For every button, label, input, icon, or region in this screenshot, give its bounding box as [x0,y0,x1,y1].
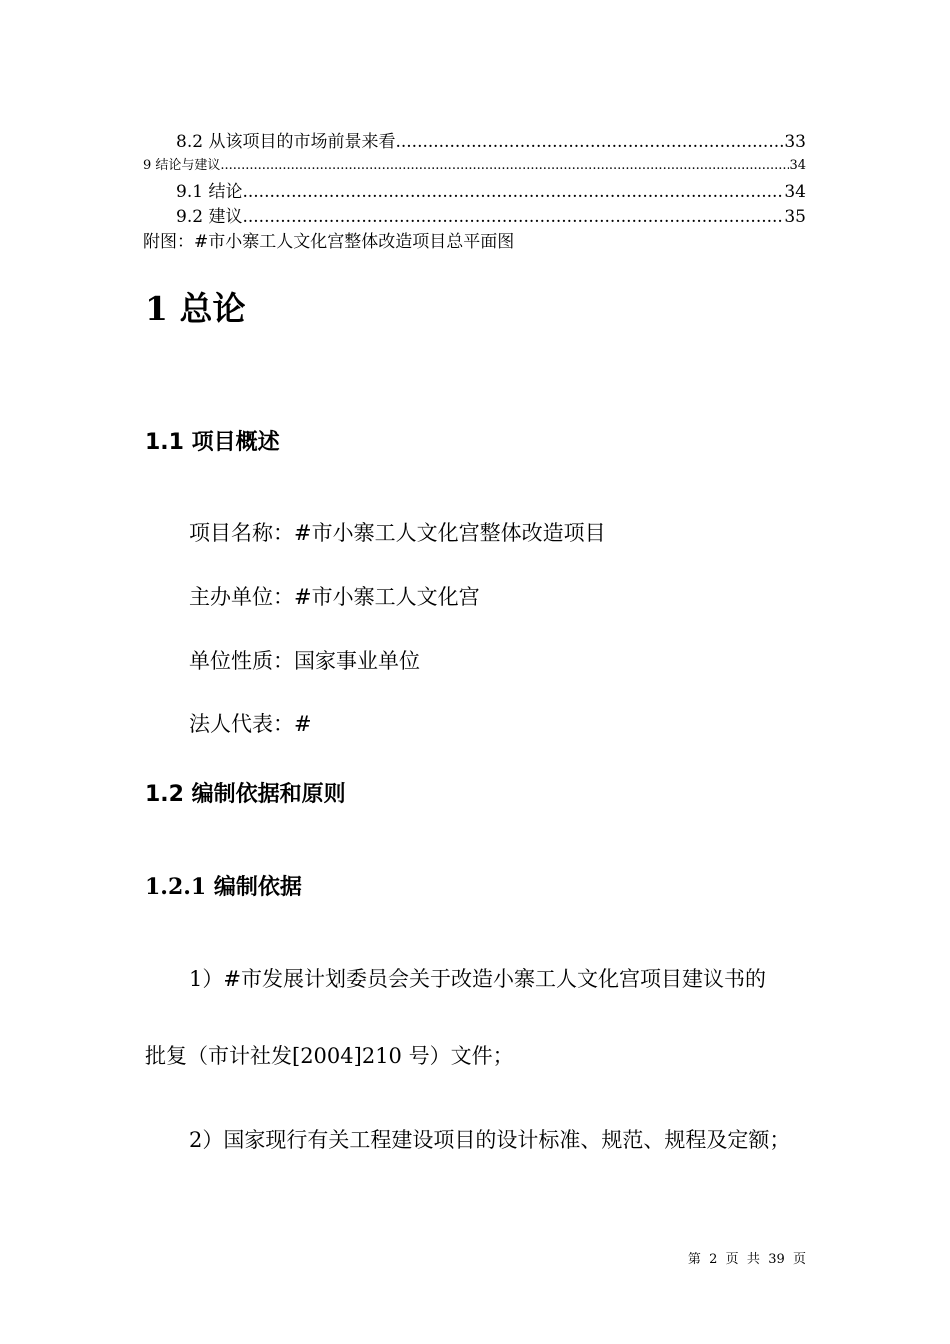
toc-leader-dots [220,158,789,173]
chapter-title: 1 总论 [145,289,246,328]
toc-entry-page: 35 [784,207,806,227]
toc-leader-dots [395,132,784,152]
toc-entry-page: 34 [789,158,806,173]
toc-annex-entry[interactable]: 附图：#市小寨工人文化宫整体改造项目总平面图 [143,232,515,252]
section-heading-1-1: 1.1 项目概述 [145,430,280,455]
toc-entry-title: 9 结论与建议 [143,158,221,173]
toc-entry[interactable] [143,154,806,174]
toc-leader-dots [242,182,784,202]
host-unit-line: 主办单位：#市小寨工人文化宫 [189,585,480,609]
section-heading-1-2-1: 1.2.1 编制依据 [145,874,302,900]
toc-leader-dots [242,207,784,227]
toc-entry-title: 8.2 从该项目的市场前景来看 [176,132,396,152]
basis-item-1-line-2: 批复（市计社发[2004]210 号）文件； [145,1044,514,1068]
project-name-line: 项目名称：#市小寨工人文化宫整体改造项目 [189,521,606,545]
basis-item-2: 2）国家现行有关工程建设项目的设计标准、规范、规程及定额； [189,1128,791,1152]
toc-entry-title: 9.2 建议 [176,207,243,227]
toc-entry[interactable] [176,177,806,201]
section-heading-1-2: 1.2 编制依据和原则 [145,782,346,807]
toc-entry[interactable] [176,202,806,226]
toc-entry[interactable] [176,127,806,151]
toc-entry-title: 9.1 结论 [176,182,243,202]
basis-item-1-line-1: 1）#市发展计划委员会关于改造小寨工人文化宫项目建议书的 [189,967,766,991]
unit-nature-line: 单位性质：国家事业单位 [189,649,420,673]
legal-rep-line: 法人代表：# [189,712,312,736]
page-footer: 第 2 页 共 39 页 [687,1252,806,1267]
toc-entry-page: 33 [784,132,806,152]
toc-entry-page: 34 [784,182,806,202]
